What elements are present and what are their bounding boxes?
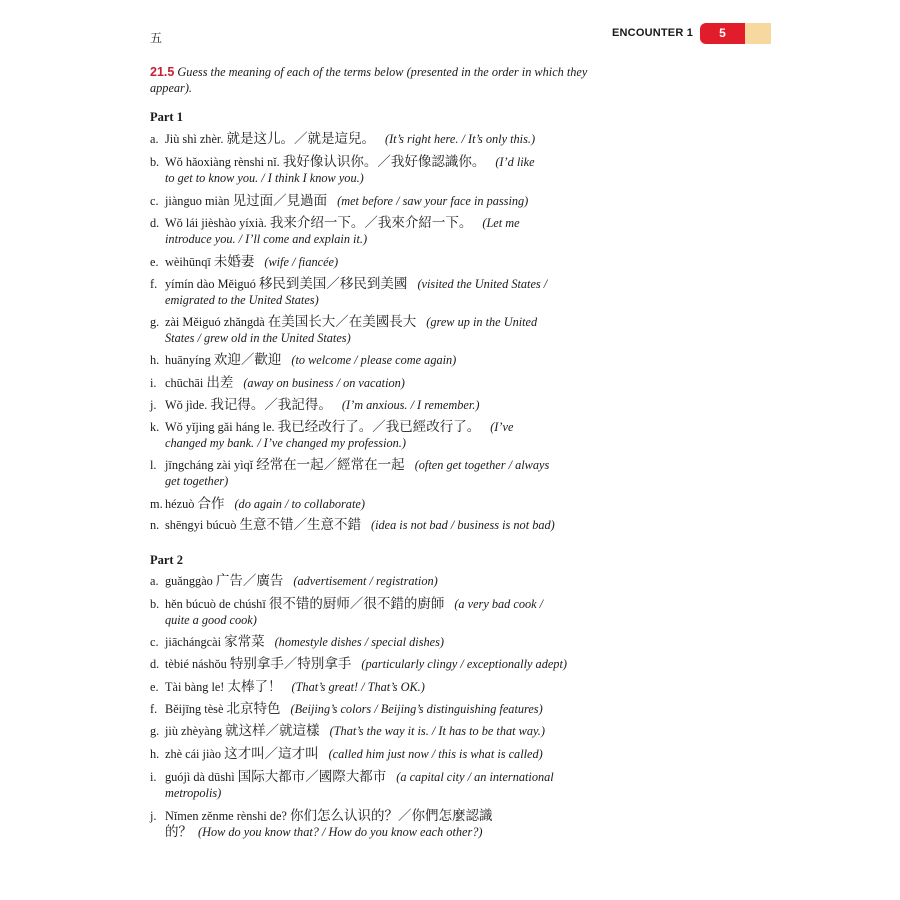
gloss-continued: States / grew old in the United States)	[165, 331, 351, 345]
hanzi: 生意不错／生意不錯	[239, 517, 361, 533]
list-item: c. jiànguo miàn 见过面／見過面 (met before / saw your face in passing)	[150, 193, 529, 209]
list-item: h. zhè cái jiào 这才叫／這才叫 (called him just now / this is what is called)	[150, 746, 543, 762]
hanzi: 经常在一起／經常在一起	[256, 457, 405, 473]
list-item: f. Běijīng tèsè 北京特色 (Beijing’s colors / Beijing’s distinguishing features)	[150, 701, 543, 717]
page-number-tab: 5	[700, 23, 745, 44]
list-item: d. Wǒ lái jièshào yíxià. 我来介绍一下。／我來介紹一下。 (Let me introduce you. / I’ll come and explain it.)	[150, 215, 600, 247]
chinese-page-number: 五	[150, 31, 163, 45]
part-1-title: Part 1	[150, 110, 183, 124]
gloss-continued: quite a good cook)	[165, 613, 257, 627]
hanzi: 在美国长大／在美國長大	[267, 314, 417, 330]
pinyin: jiāchángcài	[165, 635, 221, 649]
hanzi: 出差	[206, 375, 234, 391]
gloss: (a very bad cook /	[454, 597, 544, 611]
hanzi: 我好像认识你。／我好像認識你。	[282, 154, 486, 170]
hanzi: 北京特色	[226, 701, 281, 717]
pinyin: guǎnggào	[165, 574, 213, 588]
gloss: (I’ve	[490, 420, 514, 434]
hanzi: 你们怎么认识的？／你們怎麼認識	[289, 808, 493, 824]
hanzi: 我已经改行了。／我已經改行了。	[277, 419, 481, 435]
hanzi: 很不错的厨师／很不錯的廚師	[268, 596, 445, 612]
pinyin: yímín dào Měiguó	[165, 277, 256, 291]
exercise-number: 21.5	[150, 65, 175, 79]
pinyin: tèbié náshǒu	[165, 657, 227, 671]
list-item: b. Wǒ hǎoxiàng rènshi nǐ. 我好像认识你。／我好像認識你。 (I’d like to get to know you. / I think I know you.)	[150, 154, 600, 186]
pinyin: jīngcháng zài yìqǐ	[165, 458, 254, 472]
list-item: e. Tài bàng le! 太棒了！ (That’s great! / That’s OK.)	[150, 679, 425, 695]
list-item: g. jiù zhèyàng 就这样／就這樣 (That’s the way it is. / It has to be that way.)	[150, 723, 545, 739]
list-item: c. jiāchángcài 家常菜 (homestyle dishes / special dishes)	[150, 634, 444, 650]
exercise-instruction	[150, 64, 590, 96]
list-item: b. hěn búcuò de chúshī 很不错的厨师／很不錯的廚師 (a very bad cook / quite a good cook)	[150, 596, 600, 628]
gloss-continued: (How do you know that? / How do you know each other?)	[198, 825, 483, 839]
hanzi: 移民到美国／移民到美國	[258, 276, 408, 292]
gloss: (advertisement / registration)	[293, 574, 438, 588]
hanzi: 广告／廣告	[215, 573, 284, 589]
gloss-continued: introduce you. / I’ll come and explain it.)	[165, 232, 368, 246]
pinyin: hézuò	[165, 497, 195, 511]
gloss: (called him just now / this is what is called)	[328, 747, 543, 761]
list-item: m. hézuò 合作 (do again / to collaborate)	[150, 496, 365, 512]
gloss: (often get together / always	[414, 458, 550, 472]
pinyin: zhè cái jiào	[165, 747, 221, 761]
pinyin: shēngyi búcuò	[165, 518, 237, 532]
gloss: (That’s great! / That’s OK.)	[291, 680, 425, 694]
list-item: i. chūchāi 出差 (away on business / on vacation)	[150, 375, 405, 391]
pinyin: zài Měiguó zhǎngdà	[165, 315, 265, 329]
gloss: (met before / saw your face in passing)	[337, 194, 529, 208]
list-item: h. huānyíng 欢迎／歡迎 (to welcome / please come again)	[150, 352, 457, 368]
gloss: (away on business / on vacation)	[243, 376, 405, 390]
list-item: d. tèbié náshǒu 特别拿手／特別拿手 (particularly clingy / exceptionally adept)	[150, 656, 567, 672]
gloss: (to welcome / please come again)	[291, 353, 457, 367]
pinyin: Jiù shì zhèr.	[165, 132, 224, 146]
list-item: a. Jiù shì zhèr. 就是这儿。／就是這兒。 (It’s right here. / It’s only this.)	[150, 131, 536, 147]
hanzi: 就是这儿。／就是這兒。	[226, 131, 375, 147]
pinyin: huānyíng	[165, 353, 211, 367]
list-item: a. guǎnggào 广告／廣告 (advertisement / registration)	[150, 573, 438, 589]
list-item: e. wèihūnqī 未婚妻 (wife / fiancée)	[150, 254, 339, 270]
chapter-label: ENCOUNTER 1	[612, 27, 694, 39]
pinyin: jiù zhèyàng	[165, 724, 223, 738]
exercise-text: Guess the meaning of each of the terms below (presented in the order in which they appear).	[150, 65, 588, 95]
gloss-continued: changed my bank. / I’ve changed my profession.)	[165, 436, 406, 450]
gloss-continued: get together)	[165, 474, 229, 488]
gloss: (wife / fiancée)	[264, 255, 339, 269]
pinyin: hěn búcuò de chúshī	[165, 597, 266, 611]
pinyin: Wǒ jìde.	[165, 398, 208, 412]
item-continued	[150, 824, 600, 840]
hanzi: 我来介绍一下。／我來介紹一下。	[269, 215, 473, 231]
hanzi: 欢迎／歡迎	[213, 352, 282, 368]
gloss: (I’d like	[495, 155, 535, 169]
gloss: (Let me	[482, 216, 520, 230]
hanzi: 家常菜	[224, 634, 265, 650]
pinyin: Běijīng tèsè	[165, 702, 224, 716]
list-item: j. Nǐmen zěnme rènshi de? 你们怎么认识的？／你們怎麼認識 的？ (How do you know that? / How do you know each other?)	[150, 808, 600, 840]
hanzi: 特别拿手／特別拿手	[229, 656, 352, 672]
hanzi: 国际大都市／國際大都市	[237, 769, 387, 785]
list-item: i. guójì dà dūshì 国际大都市／國際大都市 (a capital city / an international metropolis)	[150, 769, 600, 801]
pinyin: Wǒ yǐjing gǎi háng le.	[165, 420, 275, 434]
hanzi-continued: 的？	[165, 824, 192, 840]
pinyin: jiànguo miàn	[165, 194, 230, 208]
gloss-continued: to get to know you. / I think I know you.)	[165, 171, 364, 185]
pinyin: Wǒ lái jièshào yíxià.	[165, 216, 267, 230]
list-item: l. jīngcháng zài yìqǐ 经常在一起／經常在一起 (often get together / always get together)	[150, 457, 600, 489]
list-item: j. Wǒ jìde. 我记得。／我記得。 (I’m anxious. / I remember.)	[150, 397, 480, 413]
gloss: (It’s right here. / It’s only this.)	[384, 132, 536, 146]
list-item: g. zài Měiguó zhǎngdà 在美国长大／在美國長大 (grew up in the United States / grew old in the United States)	[150, 314, 600, 346]
page-tab-extension	[745, 23, 771, 44]
pinyin: Wǒ hǎoxiàng rènshi nǐ.	[165, 155, 280, 169]
gloss: (do again / to collaborate)	[234, 497, 365, 511]
hanzi: 未婚妻	[213, 254, 255, 270]
gloss: (That’s the way it is. / It has to be that way.)	[329, 724, 545, 738]
pinyin: wèihūnqī	[165, 255, 211, 269]
gloss: (idea is not bad / business is not bad)	[370, 518, 555, 532]
gloss: (grew up in the United	[426, 315, 538, 329]
hanzi: 太棒了！	[227, 679, 282, 695]
list-item: f. yímín dào Měiguó 移民到美国／移民到美國 (visited the United States / emigrated to the United States)	[150, 276, 600, 308]
hanzi: 我记得。／我記得。	[210, 397, 332, 413]
pinyin: guójì dà dūshì	[165, 770, 235, 784]
part-2-title: Part 2	[150, 553, 183, 567]
pinyin: chūchāi	[165, 376, 204, 390]
gloss-continued: emigrated to the United States)	[165, 293, 319, 307]
hanzi: 这才叫／這才叫	[224, 746, 319, 762]
pinyin: Tài bàng le!	[165, 680, 225, 694]
gloss: (I’m anxious. / I remember.)	[341, 398, 480, 412]
gloss: (a capital city / an international	[396, 770, 554, 784]
gloss-continued: metropolis)	[165, 786, 222, 800]
hanzi: 见过面／見過面	[232, 193, 328, 209]
gloss: (homestyle dishes / special dishes)	[274, 635, 444, 649]
gloss: (particularly clingy / exceptionally adept)	[361, 657, 567, 671]
hanzi: 就这样／就這樣	[225, 723, 320, 739]
list-item: n. shēngyi búcuò 生意不错／生意不錯 (idea is not bad / business is not bad)	[150, 517, 555, 533]
hanzi: 合作	[197, 496, 225, 512]
gloss: (Beijing’s colors / Beijing’s distinguishing features)	[290, 702, 543, 716]
gloss: (visited the United States /	[417, 277, 548, 291]
pinyin: Nǐmen zěnme rènshi de?	[165, 809, 287, 823]
list-item: k. Wǒ yǐjing gǎi háng le. 我已经改行了。／我已經改行了。 (I’ve changed my bank. / I’ve changed my profession.)	[150, 419, 600, 451]
